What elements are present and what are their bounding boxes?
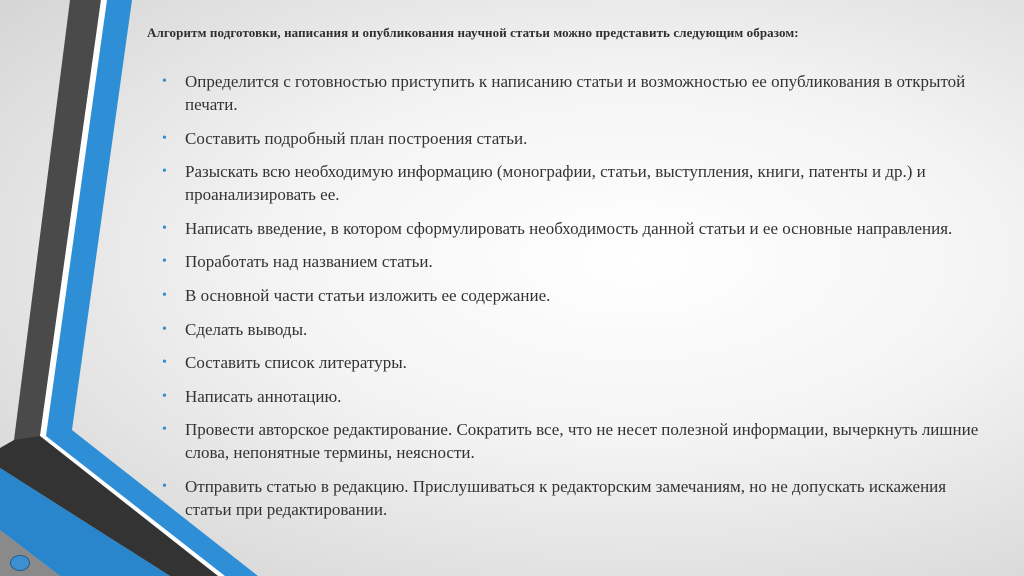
list-item	[162, 250, 992, 273]
slide-nav-icon[interactable]	[10, 555, 30, 571]
list-item-text: Написать введение, в котором сформулировать необходимость данной статьи и ее основные направления.	[185, 218, 953, 238]
bullet-dot-icon: •	[162, 422, 167, 438]
list-item	[162, 217, 992, 240]
list-item	[162, 418, 992, 464]
steps-list	[162, 70, 992, 532]
bullet-dot-icon: •	[162, 130, 167, 146]
list-item	[162, 70, 992, 116]
list-item	[162, 284, 992, 307]
bullet-dot-icon: •	[162, 287, 167, 303]
list-item	[162, 475, 992, 521]
list-item-text: В основной части статьи изложить ее содержание.	[185, 285, 551, 305]
bullet-dot-icon: •	[162, 388, 167, 404]
list-item	[162, 385, 992, 408]
bullet-dot-icon: •	[162, 74, 167, 89]
list-item-text: Составить подробный план построения статьи.	[185, 128, 528, 148]
list-item	[162, 127, 992, 150]
list-item-text: Определится с готовностью приступить к написанию статьи и возможностью ее опубликования в открытой печати.	[185, 72, 966, 114]
list-item	[162, 160, 992, 206]
bullet-dot-icon: •	[162, 321, 167, 337]
list-item	[162, 351, 992, 374]
list-item-text: Сделать выводы.	[185, 319, 308, 339]
bullet-dot-icon: •	[162, 164, 167, 180]
list-item-text: Составить список литературы.	[185, 353, 407, 373]
list-item-text: Написать аннотацию.	[185, 386, 342, 406]
bullet-dot-icon: •	[162, 355, 167, 371]
list-item-text: Поработать над названием статьи.	[185, 252, 433, 272]
list-item-text: Разыскать всю необходимую информацию (монографии, статьи, выступления, книги, патенты и др.) и проанализировать ее.	[185, 162, 926, 205]
bullet-dot-icon: •	[162, 254, 167, 270]
bullet-dot-icon: •	[162, 220, 167, 236]
bullet-dot-icon: •	[162, 478, 167, 494]
slide-title: Алгоритм подготовки, написания и опубликования научной статьи можно представить следующим образом:	[147, 25, 799, 40]
list-item-text: Провести авторское редактирование. Сократить все, что не несет полезной информации, вычеркнуть лишние слова, непонятные термины, неясности.	[185, 420, 979, 463]
list-item	[162, 318, 992, 341]
list-item-text: Отправить статью в редакцию. Прислушиваться к редакторским замечаниям, но не допускать искажения статьи при редактировании.	[185, 476, 947, 519]
